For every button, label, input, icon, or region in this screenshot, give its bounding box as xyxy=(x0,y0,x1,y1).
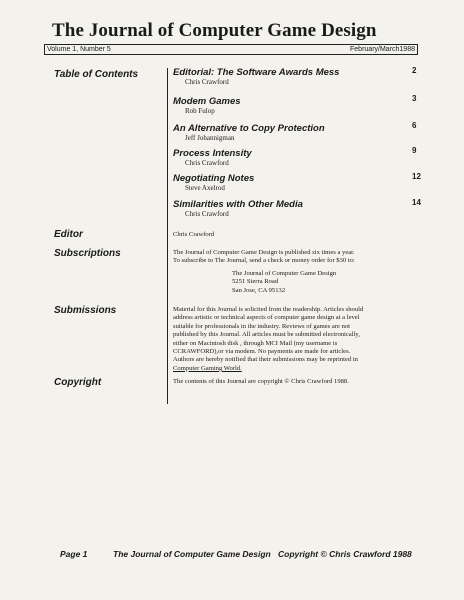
address-line: The Journal of Computer Game Design xyxy=(232,270,337,277)
toc-entry-author: Rob Fulop xyxy=(185,107,215,115)
footer-journal-name: The Journal of Computer Game Design xyxy=(113,549,271,559)
submissions-line: suitable for professionals in the industry. Reviews of games are not xyxy=(173,322,351,330)
submissions-text xyxy=(173,306,421,373)
toc-entry-page: 3 xyxy=(412,94,417,103)
toc-entry-author: Steve Axelrod xyxy=(185,184,225,192)
submissions-line: CCRAWFORD),or via modem. No payments are made for articles. xyxy=(173,348,351,356)
toc-entry xyxy=(173,173,433,192)
submissions-line: Authors are hereby notified that their submissions may be reprinted in xyxy=(173,356,358,364)
toc-entry-title: An Alternative to Copy Protection xyxy=(173,123,325,134)
editor-name: Chris Crawford xyxy=(173,231,215,238)
issue-bar xyxy=(44,44,418,55)
toc-entry-author: Jeff Johannigman xyxy=(185,134,235,142)
address-line: 5251 Sierra Road xyxy=(232,278,279,286)
submissions-line: published by this Journal. All articles must be submitted electronically, xyxy=(173,331,360,339)
submissions-line: Material for this Journal is solicited from the readership. Articles should xyxy=(173,306,364,313)
toc-heading: Table of Contents xyxy=(54,69,139,80)
subscriptions-line: To subscribe to The Journal, send a check or money order for $30 to: xyxy=(173,257,355,265)
toc-entry-author: Chris Crawford xyxy=(185,210,229,218)
submissions-line: address artistic or technical aspects of computer game design at a level xyxy=(173,314,360,322)
toc-entry xyxy=(173,96,433,115)
toc-entry-page: 14 xyxy=(412,198,421,207)
footer-page-number: Page 1 xyxy=(60,549,88,559)
address-line: San Jose, CA 95132 xyxy=(232,286,286,294)
toc-entry xyxy=(173,199,433,218)
toc-entry-title: Process Intensity xyxy=(173,148,252,159)
subscriptions-text xyxy=(173,249,421,266)
toc-entry-title: Editorial: The Software Awards Mess xyxy=(173,67,340,78)
toc-entry-title: Negotiating Notes xyxy=(173,173,255,184)
subscriptions-line: The Journal of Computer Game Design is published six times a year. xyxy=(173,249,355,256)
toc-entry-author: Chris Crawford xyxy=(185,78,229,86)
toc-entry-page: 2 xyxy=(412,66,417,75)
issue-date: February/March1988 xyxy=(350,46,415,53)
mailing-address xyxy=(232,270,412,295)
volume-number: Volume 1, Number 5 xyxy=(47,46,111,53)
submissions-line: either on Macintosh disk , through MCI Mail (my username is xyxy=(173,339,338,347)
toc-entry xyxy=(173,148,433,167)
subscriptions-heading: Subscriptions xyxy=(54,248,121,259)
copyright-text: The contents of this Journal are copyright © Chris Crawford 1988. xyxy=(173,378,349,385)
column-divider xyxy=(167,68,168,404)
submissions-heading: Submissions xyxy=(54,305,117,316)
editor-heading: Editor xyxy=(54,229,83,240)
toc-entry-author: Chris Crawford xyxy=(185,159,229,167)
toc-entry xyxy=(173,67,433,86)
toc-entry-title: Modem Games xyxy=(173,96,241,107)
copyright-heading: Copyright xyxy=(54,377,102,388)
toc-entry-page: 12 xyxy=(412,172,421,181)
toc-entry-page: 6 xyxy=(412,121,417,130)
journal-title: The Journal of Computer Game Design xyxy=(52,20,377,41)
toc-entry-title: Similarities with Other Media xyxy=(173,199,303,210)
footer-copyright: Copyright © Chris Crawford 1988 xyxy=(278,549,412,559)
toc-entry xyxy=(173,123,433,142)
toc-entry-page: 9 xyxy=(412,146,417,155)
submissions-line: Computer Gaming World. xyxy=(173,364,242,372)
